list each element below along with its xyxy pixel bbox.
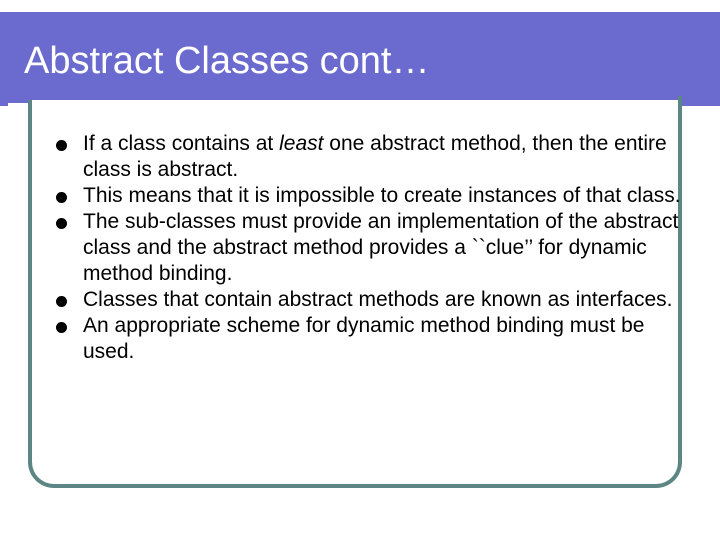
bullet-item-2 — [54, 183, 694, 209]
bullet-item-1 — [54, 131, 694, 183]
bullet-icon — [56, 322, 67, 333]
bullet-item-4 — [54, 287, 694, 313]
bullet-text-2: This means that it is impossible to create instances of that class. — [83, 184, 681, 207]
bullet-icon — [56, 296, 67, 307]
bullet-icon — [56, 218, 67, 229]
bullet-text-3: The sub-classes must provide an implementation of the abstract class and the abstract method provides a ``clue’’ for dynamic method binding. — [83, 210, 679, 285]
bullet-icon — [56, 192, 67, 203]
emphasis-least: least — [279, 132, 324, 155]
bullet-text-5: An appropriate scheme for dynamic method binding must be used. — [83, 314, 645, 363]
bullet-item-5 — [54, 313, 694, 365]
bullet-text-1: If a class contains at least one abstract method, then the entire class is abstract. — [83, 132, 667, 181]
bullet-icon — [56, 140, 67, 151]
bullet-list — [54, 131, 694, 365]
bullet-item-3 — [54, 209, 694, 287]
bullet-text-4: Classes that contain abstract methods are known as interfaces. — [83, 288, 673, 311]
slide-title: Abstract Classes cont… — [24, 40, 430, 82]
title-bar — [0, 12, 720, 106]
